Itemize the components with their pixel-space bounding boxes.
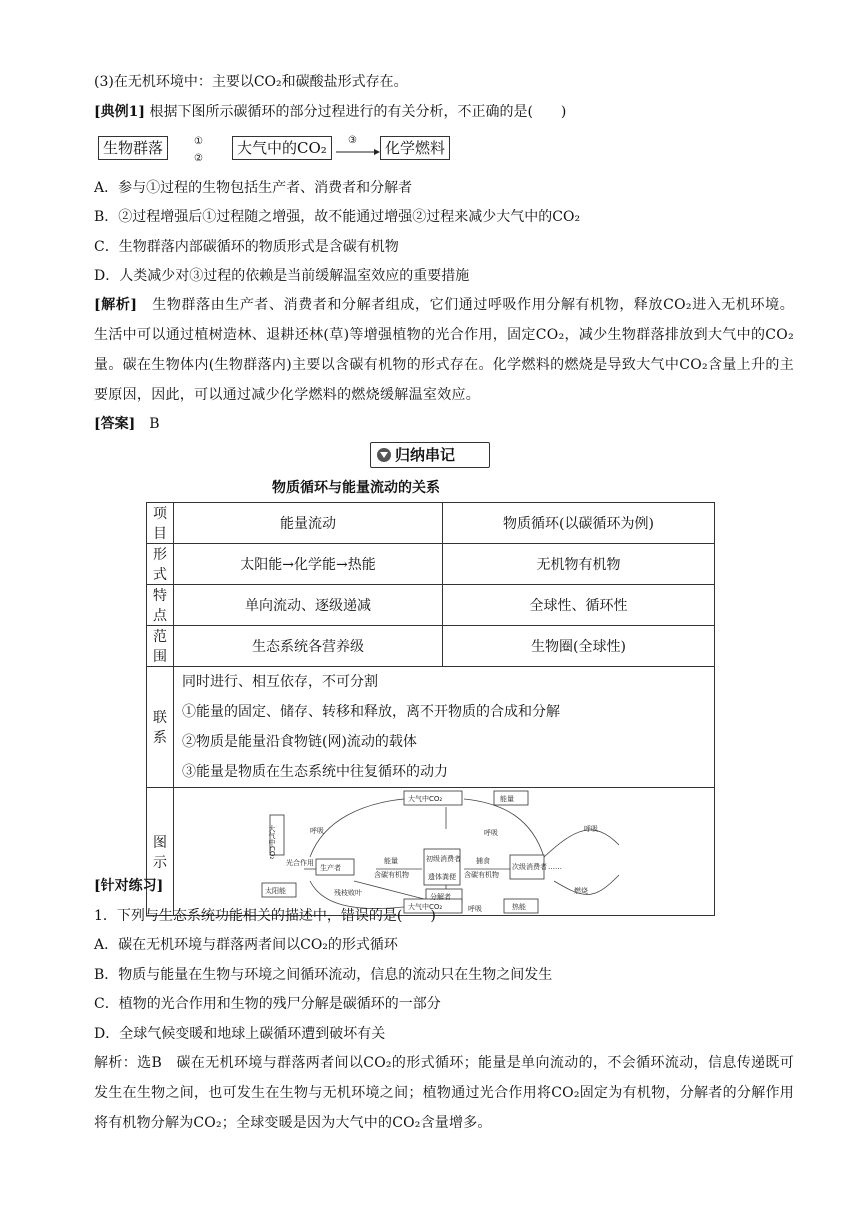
- practice-option-b: B．物质与能量在生物与环境之间循环流动，信息的流动只在生物之间发生: [94, 967, 553, 983]
- row-label: 范围: [147, 626, 174, 667]
- flow-mark-1: ①: [194, 136, 203, 147]
- flow-mark-3: ③: [348, 135, 357, 146]
- diagram-dead: 遗体粪便: [428, 872, 456, 881]
- header-energy: 能量流动: [174, 503, 443, 544]
- analysis-text: 生物群落由生产者、消费者和分解者组成，它们通过呼吸作用分解有机物，释放CO₂进入无机环境。生活中可以通过植树造林、退耕还林(草)等增强植物的光合作用，固定CO₂，减少生物群落排放到大气中的CO₂量。碳在生物体内(生物群落内)主要以含碳有机物的形式存在。化学燃料的燃烧是导致大气中CO₂含量上升的主要原因，因此，可以通过减少化学燃料的燃烧缓解温室效应。: [94, 297, 794, 403]
- diagram-resp-4: 呼吸: [468, 904, 482, 913]
- option-b: B．②过程增强后①过程随之增强，故不能通过增强②过程来减少大气中的CO₂: [94, 209, 581, 225]
- diagram-primary: 初级消费者: [426, 854, 461, 863]
- practice-option-c: C．植物的光合作用和生物的残尸分解是碳循环的一部分: [94, 996, 441, 1012]
- summary-badge: [370, 442, 490, 468]
- practice-tag: [针对练习]: [94, 878, 164, 894]
- row-label: 特点: [147, 585, 174, 626]
- diagram-heat: 热能: [512, 902, 526, 911]
- row-energy: 太阳能→化学能→热能: [174, 544, 443, 585]
- flow-mark-2: ②: [194, 153, 203, 164]
- row-label: 形式: [147, 544, 174, 585]
- table-row: [147, 585, 715, 626]
- diagram-resp-1: 呼吸: [310, 826, 324, 835]
- link-line: 同时进行、相互依存，不可分割: [182, 674, 378, 690]
- example-question: [94, 102, 566, 122]
- row-energy: 生态系统各营养级: [174, 626, 443, 667]
- diagram-photo: 光合作用: [286, 858, 314, 867]
- link-line: ①能量的固定、储存、转移和释放，离不开物质的合成和分解: [182, 704, 560, 720]
- analysis-paragraph: [94, 290, 794, 410]
- diagram-producer: 生产者: [320, 863, 341, 872]
- diagram-resp-3: 呼吸: [584, 824, 598, 833]
- row-energy: 单向流动、逐级递减: [174, 585, 443, 626]
- example-question-text: 根据下图所示碳循环的部分过程进行的有关分析，不正确的是( ): [149, 104, 567, 120]
- relation-table: [146, 502, 715, 916]
- diagram-dots: ……: [548, 862, 562, 871]
- diagram-label: 图示: [147, 788, 174, 916]
- diagram-secondary: 次级消费者: [512, 862, 547, 871]
- link-label: 联系: [147, 667, 174, 788]
- row-matter: 无机物有机物: [443, 544, 715, 585]
- row-matter: 生物圈(全球性): [443, 626, 715, 667]
- diagram-decomposer: 分解者: [430, 892, 451, 901]
- table-row-diagram: [147, 788, 715, 916]
- diagram-sun: 太阳能: [265, 886, 286, 895]
- summary-title: 物质循环与能量流动的关系: [272, 480, 440, 496]
- diagram-organic-1: 含碳有机物: [374, 870, 409, 879]
- analysis-tag: [解析]: [94, 297, 138, 313]
- option-a: A．参与①过程的生物包括生产者、消费者和分解者: [94, 180, 413, 196]
- diagram-cell: [174, 788, 715, 916]
- diagram-atm-top: 大气中CO₂: [408, 794, 443, 803]
- diagram-burn: 燃烧: [574, 886, 588, 895]
- diagram-remains: 残枝败叶: [334, 888, 362, 897]
- answer-line: [94, 414, 160, 434]
- diagram-flow-label: 捕食: [476, 856, 490, 865]
- diagram-organic-2: 含碳有机物: [464, 870, 499, 879]
- header-item: 项目: [147, 503, 174, 544]
- example-tag: [典例1]: [94, 104, 145, 120]
- option-c: C．生物群落内部碳循环的物质形式是含碳有机物: [94, 239, 399, 255]
- option-d: D．人类减少对③过程的依赖是当前缓解温室效应的重要措施: [94, 268, 470, 284]
- carbon-cycle-diagram: [214, 789, 714, 915]
- flow-box-fuel: 化学燃料: [380, 136, 450, 160]
- table-header-row: [147, 503, 715, 544]
- header-matter: 物质循环(以碳循环为例): [443, 503, 715, 544]
- flow-box-atmosphere: 大气中的CO₂: [232, 136, 332, 160]
- practice-option-a: A．碳在无机环境与群落两者间以CO₂的形式循环: [94, 937, 398, 953]
- answer-value: B: [149, 416, 160, 432]
- row-matter: 全球性、循环性: [443, 585, 715, 626]
- diagram-atm-bottom: 大气中CO₂: [408, 902, 443, 911]
- table-row-link: [147, 667, 715, 788]
- intro-line: (3)在无机环境中：主要以CO₂和碳酸盐形式存在。: [94, 74, 408, 90]
- practice-analysis: 解析：选B 碳在无机环境与群落两者间以CO₂的形式循环；能量是单向流动的，不会循环流动，信息传递既可发生在生物之间，也可发生在生物与无机环境之间；植物通过光合作用将CO₂固定为有机物，分解者的分解作用将有机物分解为CO₂；全球变暖是因为大气中的CO₂含量增多。: [94, 1055, 794, 1131]
- diagram-energy: 能量: [500, 794, 514, 803]
- badge-arrow-icon: [377, 448, 391, 462]
- diagram-energy-label: 能量: [384, 856, 398, 865]
- table-row: [147, 544, 715, 585]
- link-line: ③能量是物质在生态系统中往复循环的动力: [182, 764, 448, 780]
- diagram-resp-2: 呼吸: [484, 828, 498, 837]
- link-content: [174, 667, 715, 788]
- flow-arrow-3: [334, 135, 380, 160]
- table-row: [147, 626, 715, 667]
- badge-text: 归纳串记: [395, 446, 456, 464]
- answer-tag: [答案]: [94, 416, 136, 432]
- flow-box-community: 生物群落: [98, 136, 168, 160]
- practice-question: 1．下列与生态系统功能相关的描述中，错误的是( ): [94, 908, 436, 924]
- link-line: ②物质是能量沿食物链(网)流动的载体: [182, 734, 417, 750]
- diagram-atm-side: 大气中CO₂: [268, 824, 276, 859]
- practice-option-d: D．全球气候变暖和地球上碳循环遭到破坏有关: [94, 1026, 386, 1042]
